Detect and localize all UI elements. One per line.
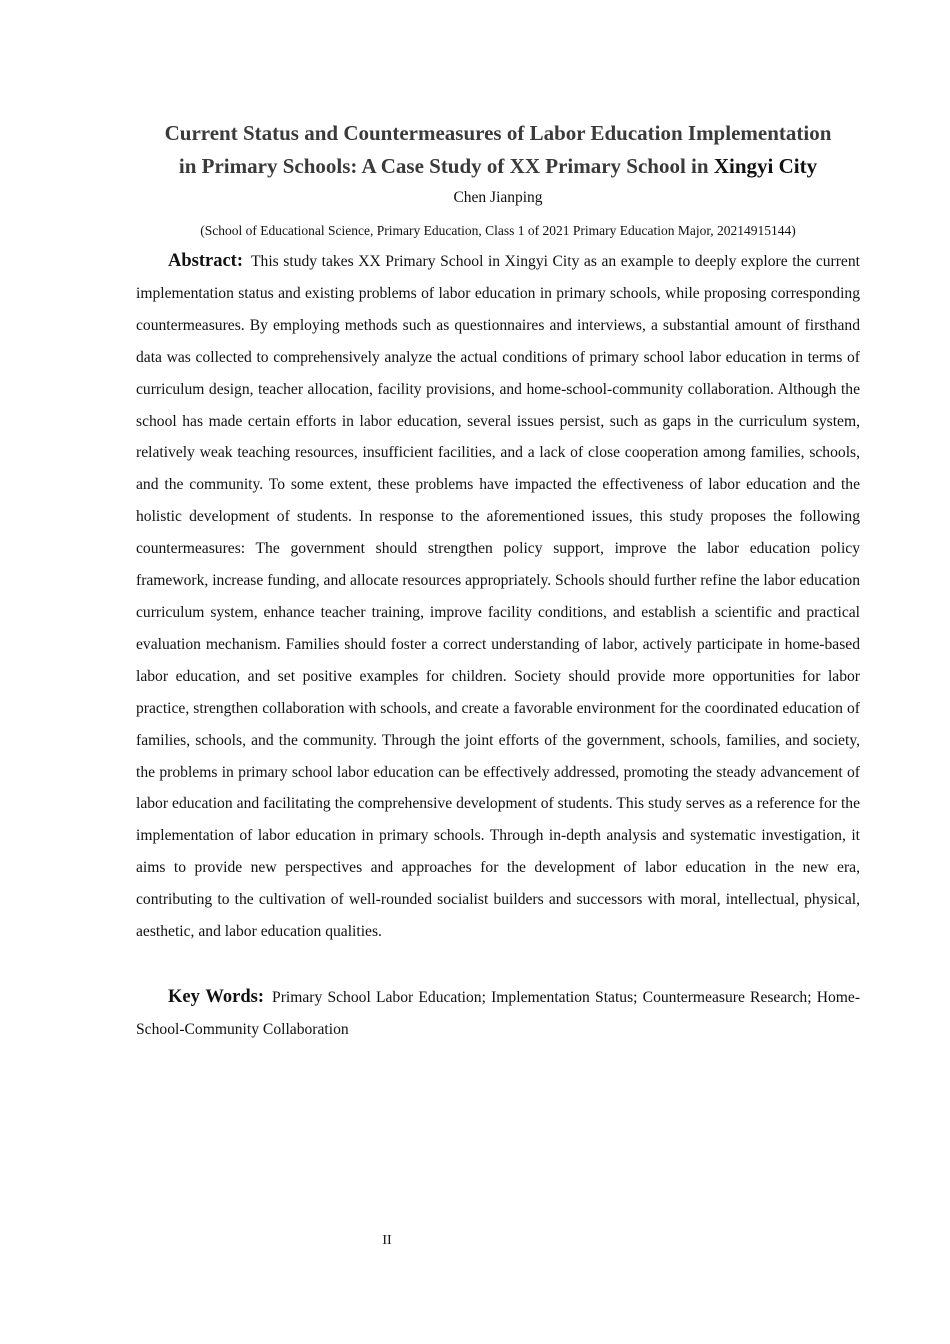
keywords-label: Key Words: [168,987,265,1007]
title-line-1: Current Status and Countermeasures of Labor Education Implementation [164,121,832,145]
abstract-text: This study takes XX Primary School in Xingyi City as an example to deeply explore the current implementation status and existing problems of labor education in primary schools, while proposing corresponding countermeasures. By employing methods such as questionnaires and interviews, a substantial amount of firsthand data was collected to comprehensively analyze the actual conditions of primary school labor education in terms of curriculum design, teacher allocation, facility provisions, and home-school-community collaboration. Although the school has made certain efforts in labor education, several issues persist, such as gaps in the curriculum system, relatively weak teaching resources, insufficient facilities, and a lack of close cooperation among families, schools, and the community. To some extent, these problems have impacted the effectiveness of labor education and the holistic development of students. In response to the aforementioned issues, this study proposes the following countermeasures: The government should strengthen policy support, improve the labor education policy framework, increase funding, and allocate resources appropriately. Schools should further refine the labor education curriculum system, enhance teacher training, improve facility conditions, and establish a scientific and practical evaluation mechanism. Families should foster a correct understanding of labor, actively participate in home-based labor education, and set positive examples for children. Society should provide more opportunities for labor practice, strengthen collaboration with schools, and create a favorable environment for the coordinated education of families, schools, and the community. Through the joint efforts of the government, schools, families, and society, the problems in primary school labor education can be effectively addressed, promoting the steady advancement of labor education and facilitating the comprehensive development of students. This study serves as a reference for the implementation of labor education in primary schools. Through in-depth analysis and systematic investigation, it aims to provide new perspectives and approaches for the development of labor education in the new era, contributing to the cultivation of well-rounded socialist builders and successors with moral, intellectual, physical, aesthetic, and labor education qualities. [136,253,860,941]
title-line-2 [120,150,876,183]
abstract-label: Abstract: [168,251,244,271]
abstract-paragraph [136,246,860,948]
page-number: II [382,1233,392,1248]
title-city: Xingyi City [713,154,818,178]
keywords-text: Primary School Labor Education; Implementation Status; Countermeasure Research; Home-School-Community Collaboration [136,989,861,1038]
title-line-2-main: in Primary Schools: A Case Study of XX Primary School in [178,154,714,178]
author-name: Chen Jianping [453,189,543,206]
keywords-paragraph [136,981,860,1046]
paper-title [120,117,876,183]
author-affiliation: (School of Educational Science, Primary Education, Class 1 of 2021 Primary Education Major, 20214915144) [200,223,796,238]
